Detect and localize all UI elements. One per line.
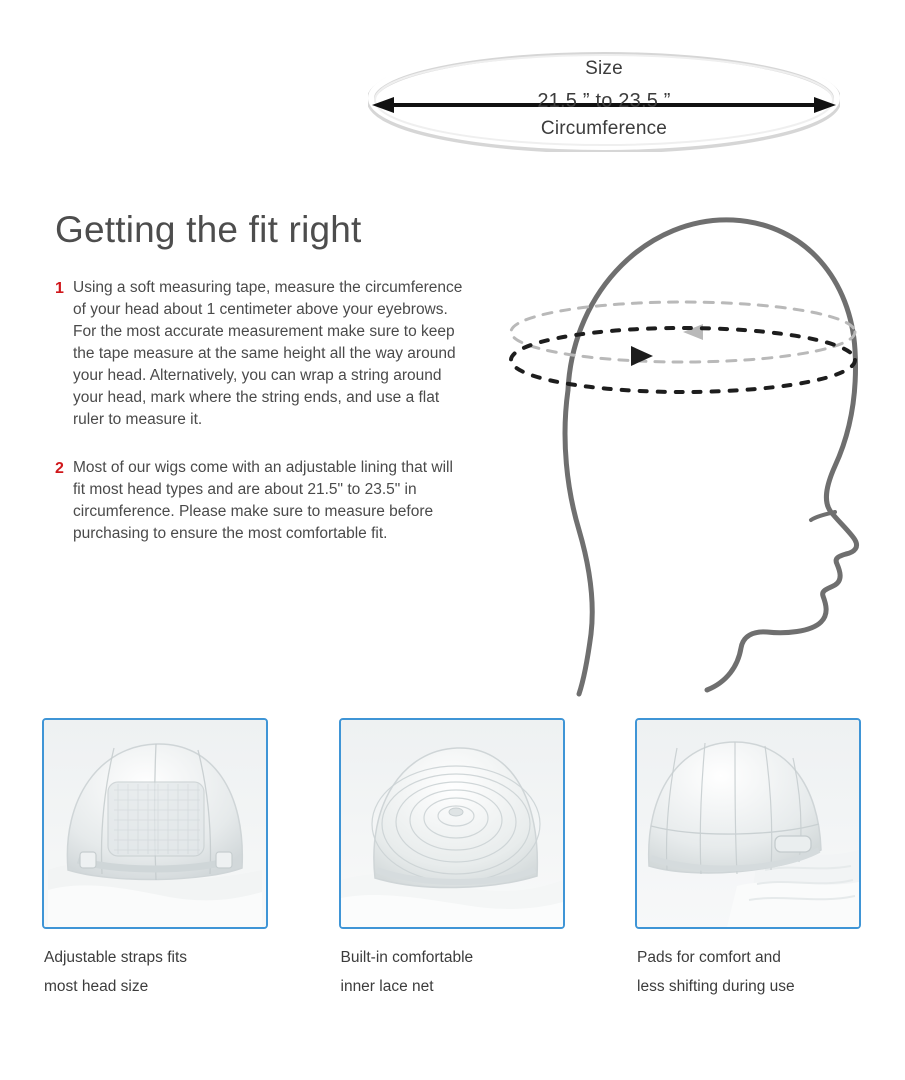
feature-card — [339, 718, 567, 1058]
main-content — [0, 180, 905, 710]
page-title: Getting the fit right — [55, 209, 362, 250]
size-circumference-label: Circumference — [540, 118, 668, 139]
feature-card — [42, 718, 270, 1058]
step-number: 2 — [55, 459, 64, 477]
card-caption-line-1: Built-in comfortable — [340, 949, 474, 966]
size-title: Size — [585, 58, 623, 79]
size-band — [0, 0, 905, 180]
card-caption — [339, 943, 567, 1002]
card-caption-line-2: less shifting during use — [637, 978, 795, 996]
step-text: Most of our wigs come with an adjustable lining that will fit most head types and are about 21.5" to 23.5" in circumference. Please make sure to measure before purchasing to ensure the most comfortable fit. — [73, 458, 453, 542]
instruction-step-1 — [55, 277, 465, 431]
feature-cards-row — [0, 718, 905, 1058]
instruction-step-2 — [55, 457, 465, 545]
feature-card — [635, 718, 863, 1058]
card-caption-line-2: most head size — [44, 978, 149, 996]
card-caption — [635, 943, 863, 1002]
step-number: 1 — [55, 279, 64, 297]
size-value: 21.5 ” to 23.5 ” — [537, 90, 671, 112]
wig-cap-comfort-pads-photo — [635, 718, 861, 929]
wig-cap-adjustable-straps-photo — [42, 718, 268, 929]
card-caption — [42, 943, 270, 1002]
head-profile-outline-icon — [455, 190, 885, 700]
card-caption-line-2: inner lace net — [340, 978, 434, 996]
instructions-column — [55, 210, 465, 571]
wig-cap-inner-lace-net-photo — [339, 718, 565, 929]
step-text: Using a soft measuring tape, measure the circumference of your head about 1 centimeter above your eyebrows. For the most accurate measurement make sure to keep the tape measure at the same height all the way around your head. Alternatively, you can wrap a string around your head, mark where the string ends, and use a flat ruler to measure it. — [73, 278, 463, 428]
card-caption-line-1: Adjustable straps fits — [44, 949, 188, 966]
card-caption-line-1: Pads for comfort and — [637, 949, 781, 966]
